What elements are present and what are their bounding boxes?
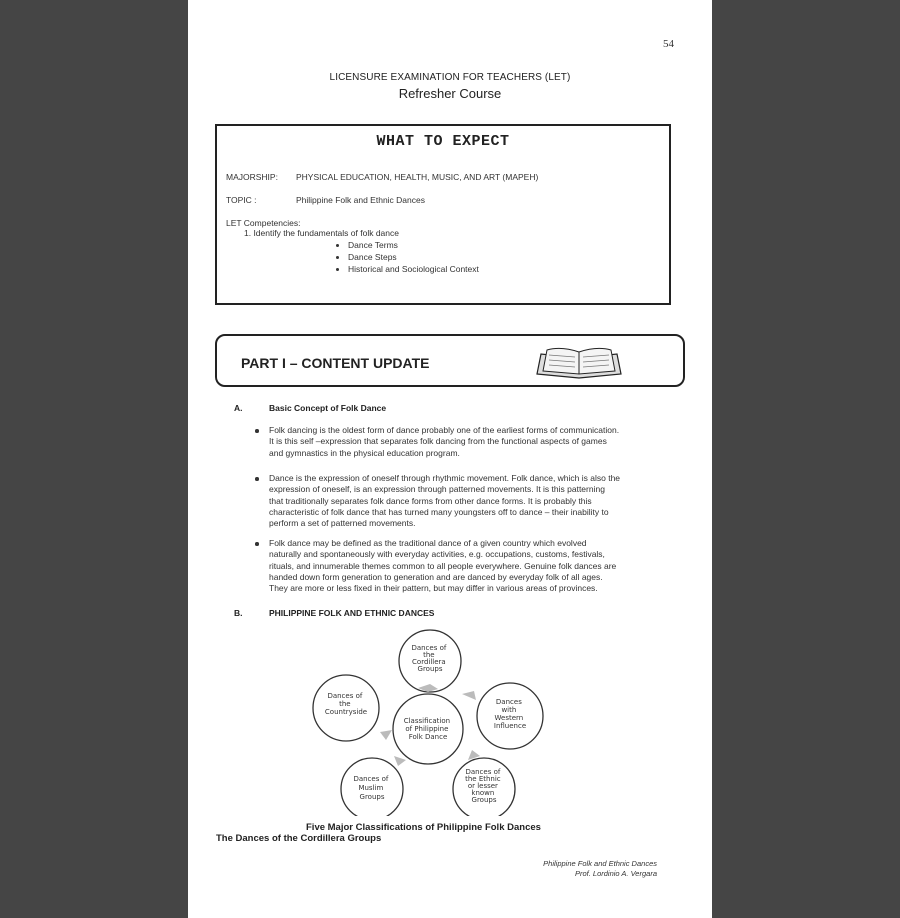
bullet-icon bbox=[336, 268, 339, 271]
classification-diagram bbox=[300, 626, 560, 816]
paragraph-3: Folk dance may be defined as the traditional dance of a given country which evolved naturally and spontaneously with everyday activities, e.g. occupations, customs, festivals, rituals, and innumerable themes common to all people everywhere. Genuine folk dances are handed down form generation to generation and are danced by everyday folk of all ages. They are more or less fixed in their pattern, but may differ in various areas of provinces. bbox=[269, 538, 617, 594]
part-title: PART I – CONTENT UPDATE bbox=[241, 355, 430, 371]
part-banner bbox=[215, 334, 685, 387]
countryside-label: Dances of the Countryside bbox=[324, 692, 368, 716]
majorship-label: MAJORSHIP: bbox=[226, 172, 278, 182]
footer-topic: Philippine Folk and Ethnic Dances bbox=[543, 859, 657, 868]
paragraph-1: Folk dancing is the oldest form of dance probably one of the earliest forms of communication. It is this self –expression that separates folk dancing from the functional aspects of games and gymnastics in the physical education program. bbox=[269, 425, 620, 458]
expect-title: WHAT TO EXPECT bbox=[376, 133, 510, 150]
open-book-icon bbox=[533, 344, 625, 382]
bullet-icon bbox=[255, 429, 259, 433]
western-label: Dances with Western Influence bbox=[493, 698, 527, 730]
what-to-expect-box bbox=[215, 124, 671, 305]
majorship-value: PHYSICAL EDUCATION, HEALTH, MUSIC, AND ART (MAPEH) bbox=[296, 172, 539, 182]
topic-label: TOPIC : bbox=[226, 195, 257, 205]
cordillera-label: Dances of the Cordillera Groups bbox=[411, 644, 447, 673]
bullet-icon bbox=[255, 477, 259, 481]
exam-title: LICENSURE EXAMINATION FOR TEACHERS (LET) bbox=[329, 72, 571, 83]
diagram-caption: Five Major Classifications of Philippine Folk Dances bbox=[306, 822, 541, 833]
bullet-icon bbox=[336, 244, 339, 247]
bullet-icon bbox=[255, 542, 259, 546]
footer-author: Prof. Lordinio A. Vergara bbox=[575, 869, 657, 878]
muslim-label: Dances of Muslim Groups bbox=[353, 775, 389, 801]
center-label: Classification of Philippine Folk Dance bbox=[403, 717, 451, 741]
topic-value: Philippine Folk and Ethnic Dances bbox=[296, 195, 425, 205]
paragraph-2: Dance is the expression of oneself through rhythmic movement. Folk dance, which is also the expression of oneself, is an expression through patterned movements. It is this patterning that traditionally separates folk dance forms from other dance forms. It is probably this characteristic of folk dance that has turned many youngsters off to dance – their inability to perform a set of patterned movements. bbox=[269, 473, 621, 529]
section-b-letter: B. bbox=[234, 608, 243, 618]
bullet-icon bbox=[336, 256, 339, 259]
section-a-letter: A. bbox=[234, 403, 243, 413]
cordillera-subheading: The Dances of the Cordillera Groups bbox=[216, 833, 382, 844]
competency-item: 1. Identify the fundamentals of folk dance bbox=[244, 228, 399, 238]
course-subtitle: Refresher Course bbox=[398, 86, 502, 101]
page-number: 54 bbox=[663, 38, 674, 50]
document-page bbox=[188, 0, 712, 918]
sub-item: Dance Steps bbox=[348, 252, 397, 262]
competencies-label: LET Competencies: bbox=[226, 218, 301, 228]
sub-item: Dance Terms bbox=[348, 240, 398, 250]
ethnic-label: Dances of the Ethnic or lesser known Groups bbox=[465, 768, 501, 804]
section-a-title: Basic Concept of Folk Dance bbox=[269, 403, 387, 413]
sub-item: Historical and Sociological Context bbox=[348, 264, 479, 274]
section-b-title: PHILIPPINE FOLK AND ETHNIC DANCES bbox=[269, 608, 435, 618]
